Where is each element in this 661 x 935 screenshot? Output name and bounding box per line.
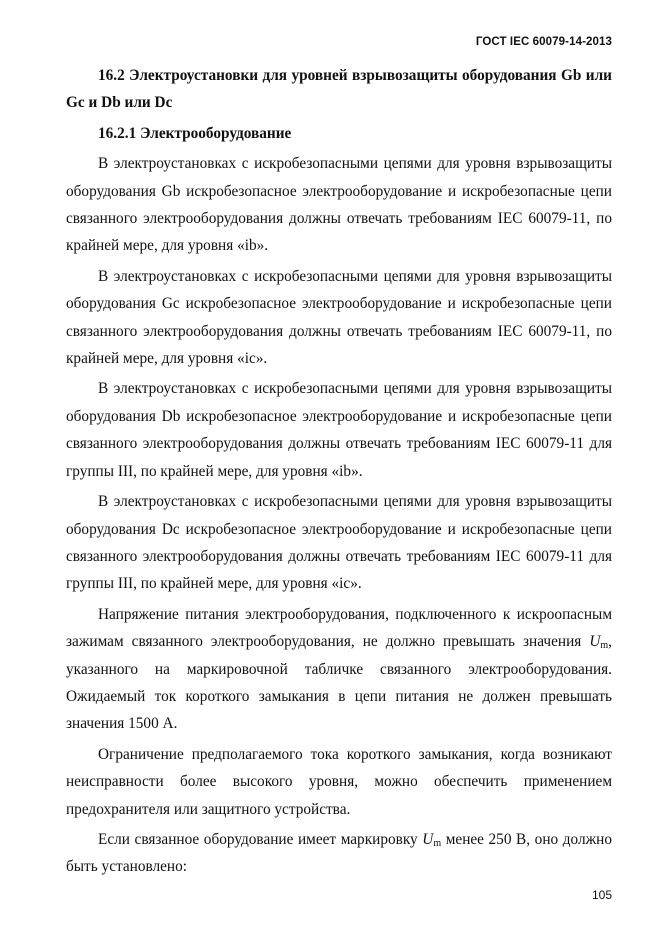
voltage-text-before: Напряжение питания электрооборудования, подключенного к искроопасным зажимам связанного электрооборудования, не должно превышать значения bbox=[66, 605, 612, 651]
paragraph-gb: В электроустановках с искробезопасными цепями для уровня взрывозащиты оборудования Gb искробезопасное электрооборудование и искробезопасные цепи связанного электрооборудования должны отвечать требованиям IEC 60079-11, по крайней мере, для уровня «ib». bbox=[66, 155, 612, 255]
paragraph-marking bbox=[66, 826, 612, 881]
page-number: 105 bbox=[591, 888, 612, 902]
paragraph-db: В электроустановках с искробезопасными цепями для уровня взрывозащиты оборудования Db искробезопасное электрооборудование и искробезопасные цепи связанного электрооборудования должны отвечать требованиям IEC 60079-11 для группы III, по крайней мере, для уровня «ib». bbox=[66, 380, 612, 480]
paragraph-dc: В электроустановках с искробезопасными цепями для уровня взрывозащиты оборудования Dc искробезопасное электрооборудование и искробезопасные цепи связанного электрооборудования должны отвечать требованиям IEC 60079-11 для группы III, по крайней мере, для уровня «ic». bbox=[66, 493, 612, 593]
marking-subscript: m bbox=[433, 837, 442, 849]
section-title: 16.2 Электроустановки для уровней взрывозащиты оборудования Gb или Gc и Db или Dc bbox=[66, 67, 612, 112]
paragraph-gc: В электроустановках с искробезопасными цепями для уровня взрывозащиты оборудования Gc искробезопасное электрооборудование и искробезопасные цепи связанного электрооборудования должны отвечать требованиям IEC 60079-11, по крайней мере, для уровня «ic». bbox=[66, 267, 612, 368]
paragraph-limitation: Ограничение предполагаемого тока короткого замыкания, когда возникают неисправности более высокого уровня, можно обеспечить применением предохранителя или защитного устройства. bbox=[66, 745, 612, 818]
page-content bbox=[66, 62, 612, 881]
voltage-symbol: U bbox=[589, 633, 601, 651]
paragraph-voltage bbox=[66, 601, 612, 738]
voltage-subscript: m bbox=[600, 640, 609, 652]
marking-text-before: Если связанное оборудование имеет маркировку bbox=[98, 830, 423, 848]
voltage-text-after: , указанного на маркировочной табличке связанного электрооборудования. Ожидаемый ток короткого замыкания в цепи питания не должен превышать значения 1500 А. bbox=[66, 633, 612, 733]
subsection-title: 16.2.1 Электрооборудование bbox=[98, 124, 292, 142]
marking-text-after: менее 250 В, оно должно быть установлено: bbox=[66, 830, 612, 876]
marking-symbol: U bbox=[422, 830, 434, 848]
document-header: ГОСТ IEC 60079-14-2013 bbox=[475, 36, 612, 48]
